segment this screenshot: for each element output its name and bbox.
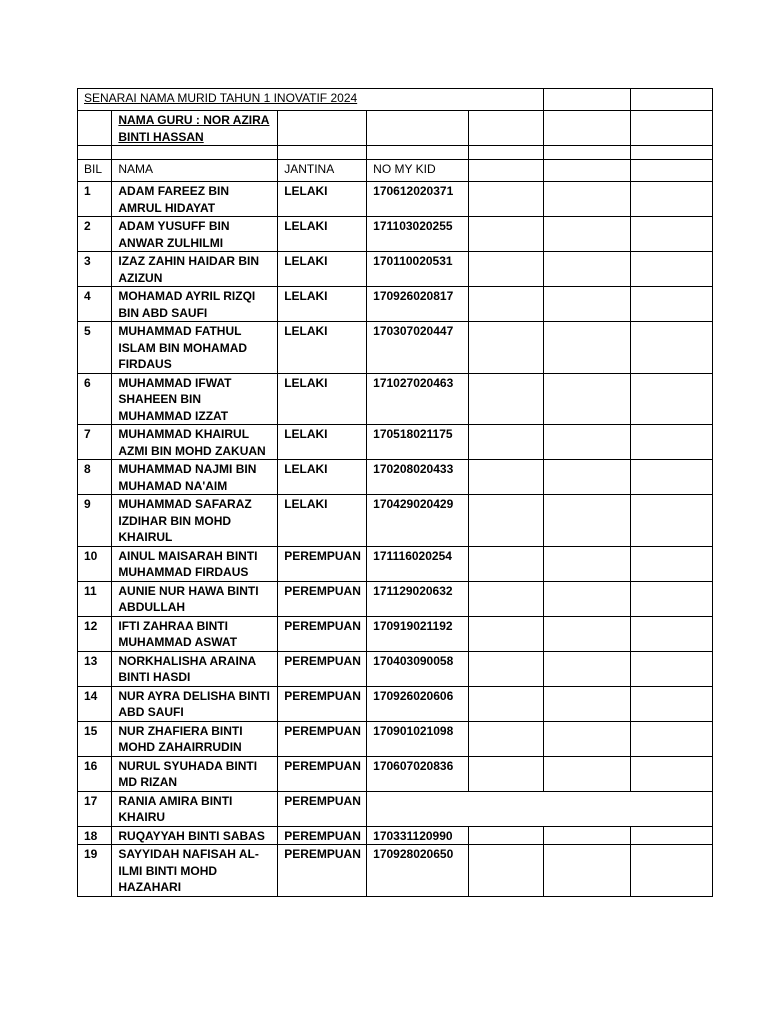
empty-cell [278,146,367,160]
student-nama: SAYYIDAH NAFISAH AL-ILMI BINTI MOHD HAZAHARI [112,845,278,897]
document-title: SENARAI NAMA MURID TAHUN 1 INOVATIF 2024 [78,89,544,111]
student-row [78,826,713,845]
student-no-my-kid: 170518021175 [367,425,469,460]
student-jantina: LELAKI [278,495,367,547]
empty-cell [631,826,713,845]
empty-cell [631,546,713,581]
student-bil: 15 [78,721,112,756]
student-no-my-kid: 170331120990 [367,826,469,845]
student-jantina: LELAKI [278,373,367,425]
student-no-my-kid: 170928020650 [367,845,469,897]
empty-cell [631,651,713,686]
student-no-my-kid: 171129020632 [367,581,469,616]
student-nama: MUHAMMAD SAFARAZ IZDIHAR BIN MOHD KHAIRUL [112,495,278,547]
student-bil: 5 [78,322,112,374]
student-nama: MUHAMMAD IFWAT SHAHEEN BIN MUHAMMAD IZZAT [112,373,278,425]
empty-cell [544,686,631,721]
student-bil: 3 [78,252,112,287]
empty-cell [631,495,713,547]
empty-cell [469,373,544,425]
student-nama: MUHAMMAD KHAIRUL AZMI BIN MOHD ZAKUAN [112,425,278,460]
student-jantina: PEREMPUAN [278,581,367,616]
empty-cell [469,287,544,322]
header-jantina: JANTINA [278,160,367,182]
empty-cell [367,111,469,146]
student-jantina: PEREMPUAN [278,546,367,581]
empty-cell [544,425,631,460]
header-row [78,160,713,182]
student-jantina: PEREMPUAN [278,756,367,791]
header-bil: BIL [78,160,112,182]
student-bil: 4 [78,287,112,322]
empty-cell [631,287,713,322]
empty-cell [544,581,631,616]
empty-cell [469,111,544,146]
student-nama: NUR ZHAFIERA BINTI MOHD ZAHAIRRUDIN [112,721,278,756]
student-row [78,791,713,826]
empty-cell [544,146,631,160]
empty-cell [631,252,713,287]
student-no-my-kid: 170926020606 [367,686,469,721]
header-no-my-kid: NO MY KID [367,160,469,182]
student-row [78,252,713,287]
empty-cell [469,721,544,756]
empty-cell [631,721,713,756]
empty-cell [544,217,631,252]
empty-cell [112,146,278,160]
empty-cell [631,460,713,495]
empty-cell [78,111,112,146]
student-jantina: LELAKI [278,322,367,374]
student-jantina: PEREMPUAN [278,686,367,721]
empty-cell [631,616,713,651]
student-row [78,845,713,897]
empty-cell [544,373,631,425]
student-no-my-kid: 170926020817 [367,287,469,322]
student-roster-table [77,88,713,897]
student-nama: MUHAMMAD NAJMI BIN MUHAMAD NA'AIM [112,460,278,495]
student-bil: 11 [78,581,112,616]
student-bil: 10 [78,546,112,581]
student-jantina: PEREMPUAN [278,845,367,897]
empty-cell [469,616,544,651]
student-nama: RUQAYYAH BINTI SABAS [112,826,278,845]
student-nama: AUNIE NUR HAWA BINTI ABDULLAH [112,581,278,616]
empty-cell [631,425,713,460]
empty-cell [631,373,713,425]
student-bil: 18 [78,826,112,845]
student-no-my-kid: 171116020254 [367,546,469,581]
empty-cell [469,425,544,460]
header-nama: NAMA [112,160,278,182]
empty-cell [469,495,544,547]
empty-cell [469,581,544,616]
empty-cell [469,252,544,287]
empty-cell [469,826,544,845]
student-bil: 12 [78,616,112,651]
student-row [78,182,713,217]
empty-cell [544,252,631,287]
empty-cell [544,287,631,322]
empty-cell [631,89,713,111]
empty-cell [631,686,713,721]
student-jantina: LELAKI [278,425,367,460]
student-row [78,721,713,756]
student-no-my-kid: 170901021098 [367,721,469,756]
student-row [78,217,713,252]
student-nama: IFTI ZAHRAA BINTI MUHAMMAD ASWAT [112,616,278,651]
empty-cell [469,146,544,160]
empty-cell [631,322,713,374]
student-no-my-kid: 170919021192 [367,616,469,651]
student-row [78,373,713,425]
student-no-my-kid: 170612020371 [367,182,469,217]
title-row [78,89,713,111]
student-bil: 1 [78,182,112,217]
student-no-my-kid [367,791,713,826]
student-no-my-kid: 171027020463 [367,373,469,425]
student-jantina: LELAKI [278,217,367,252]
empty-cell [544,756,631,791]
empty-cell [631,111,713,146]
spacer-row [78,146,713,160]
empty-cell [469,460,544,495]
student-bil: 19 [78,845,112,897]
empty-cell [469,651,544,686]
empty-cell [544,616,631,651]
student-no-my-kid: 170403090058 [367,651,469,686]
student-row [78,756,713,791]
student-no-my-kid: 170607020836 [367,756,469,791]
empty-cell [544,322,631,374]
student-no-my-kid: 170208020433 [367,460,469,495]
student-bil: 8 [78,460,112,495]
student-nama: AINUL MAISARAH BINTI MUHAMMAD FIRDAUS [112,546,278,581]
student-bil: 13 [78,651,112,686]
empty-cell [544,546,631,581]
student-row [78,287,713,322]
student-jantina: PEREMPUAN [278,616,367,651]
student-nama: ADAM FAREEZ BIN AMRUL HIDAYAT [112,182,278,217]
student-no-my-kid: 170429020429 [367,495,469,547]
student-row [78,495,713,547]
student-nama: MOHAMAD AYRIL RIZQI BIN ABD SAUFI [112,287,278,322]
student-nama: RANIA AMIRA BINTI KHAIRU [112,791,278,826]
student-bil: 2 [78,217,112,252]
empty-cell [631,146,713,160]
empty-cell [469,845,544,897]
empty-cell [544,845,631,897]
student-bil: 17 [78,791,112,826]
student-bil: 7 [78,425,112,460]
student-nama: IZAZ ZAHIN HAIDAR BIN AZIZUN [112,252,278,287]
empty-cell [544,460,631,495]
student-jantina: PEREMPUAN [278,826,367,845]
empty-cell [544,160,631,182]
student-no-my-kid: 171103020255 [367,217,469,252]
empty-cell [631,845,713,897]
student-row [78,651,713,686]
teacher-row [78,111,713,146]
empty-cell [631,182,713,217]
student-no-my-kid: 170307020447 [367,322,469,374]
empty-cell [544,89,631,111]
empty-cell [631,581,713,616]
student-row [78,460,713,495]
empty-cell [544,826,631,845]
student-row [78,616,713,651]
empty-cell [544,182,631,217]
student-bil: 9 [78,495,112,547]
empty-cell [469,182,544,217]
empty-cell [469,322,544,374]
empty-cell [544,651,631,686]
empty-cell [469,686,544,721]
student-jantina: LELAKI [278,460,367,495]
student-row [78,425,713,460]
student-jantina: PEREMPUAN [278,721,367,756]
empty-cell [469,756,544,791]
student-nama: NURUL SYUHADA BINTI MD RIZAN [112,756,278,791]
student-nama: NORKHALISHA ARAINA BINTI HASDI [112,651,278,686]
student-nama: ADAM YUSUFF BIN ANWAR ZULHILMI [112,217,278,252]
student-jantina: LELAKI [278,252,367,287]
student-bil: 14 [78,686,112,721]
teacher-name: NAMA GURU : NOR AZIRA BINTI HASSAN [112,111,278,146]
student-bil: 16 [78,756,112,791]
empty-cell [278,111,367,146]
empty-cell [469,546,544,581]
empty-cell [544,721,631,756]
student-nama: MUHAMMAD FATHUL ISLAM BIN MOHAMAD FIRDAUS [112,322,278,374]
empty-cell [631,217,713,252]
empty-cell [469,217,544,252]
empty-cell [367,146,469,160]
student-bil: 6 [78,373,112,425]
student-nama: NUR AYRA DELISHA BINTI ABD SAUFI [112,686,278,721]
empty-cell [631,756,713,791]
student-row [78,581,713,616]
empty-cell [631,160,713,182]
student-jantina: PEREMPUAN [278,791,367,826]
empty-cell [469,160,544,182]
empty-cell [544,111,631,146]
student-row [78,322,713,374]
student-row [78,686,713,721]
student-no-my-kid: 170110020531 [367,252,469,287]
student-jantina: LELAKI [278,182,367,217]
empty-cell [544,495,631,547]
student-jantina: PEREMPUAN [278,651,367,686]
empty-cell [78,146,112,160]
student-jantina: LELAKI [278,287,367,322]
student-row [78,546,713,581]
